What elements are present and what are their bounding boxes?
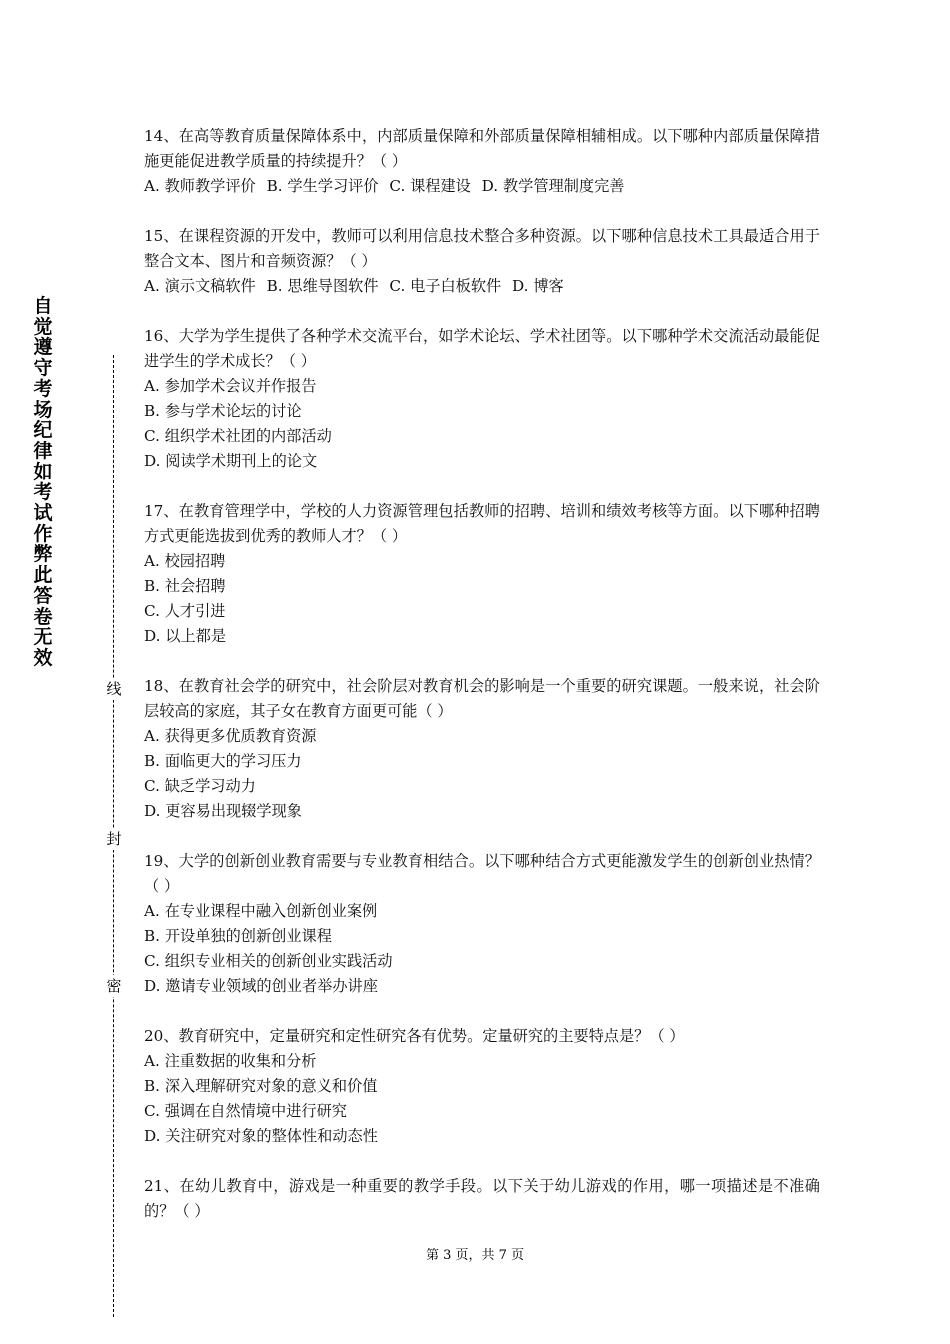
option-d: D. 阅读学术期刊上的论文: [144, 452, 318, 470]
warning-char: 考: [33, 481, 53, 504]
warning-char: 遵: [33, 336, 53, 359]
option-c: C. 电子白板软件: [389, 277, 502, 295]
warning-char: 觉: [33, 315, 53, 338]
option-a: A. 在专业课程中融入创新创业案例: [144, 902, 378, 920]
warning-char: 此: [33, 564, 53, 587]
question-16: [144, 324, 820, 474]
option-c: C. 强调在自然情境中进行研究: [144, 1102, 347, 1120]
exam-discipline-warning: [28, 296, 58, 669]
question-stem: 20、教育研究中，定量研究和定性研究各有优势。定量研究的主要特点是？（ ）: [144, 1027, 685, 1045]
option-c: C. 组织专业相关的创新创业实践活动: [144, 952, 393, 970]
warning-char: 考: [33, 377, 53, 400]
warning-char: 卷: [33, 605, 53, 628]
option-d: D. 博客: [512, 277, 564, 295]
question-18: [144, 674, 820, 824]
question-stem: 19、大学的创新创业教育需要与专业教育相结合。以下哪种结合方式更能激发学生的创新创业热情？（ ）: [144, 852, 820, 895]
warning-char: 答: [33, 584, 53, 607]
warning-char: 守: [33, 357, 53, 380]
question-17: [144, 499, 820, 649]
warning-char: 无: [33, 626, 53, 649]
question-21: [144, 1174, 820, 1224]
warning-char: 律: [33, 439, 53, 462]
option-a: A. 注重数据的收集和分析: [144, 1052, 317, 1070]
option-c: C. 课程建设: [389, 177, 471, 195]
question-stem: 16、大学为学生提供了各种学术交流平台，如学术论坛、学术社团等。以下哪种学术交流活动最能促进学生的学术成长？（ ）: [144, 327, 820, 370]
cut-label-feng: 封: [104, 828, 124, 850]
option-row: [144, 274, 820, 299]
warning-char: 自: [33, 295, 53, 317]
option-b: B. 深入理解研究对象的意义和价值: [144, 1077, 378, 1095]
option-row: [144, 174, 820, 199]
question-stem: 17、在教育管理学中，学校的人力资源管理包括教师的招聘、培训和绩效考核等方面。以下哪种招聘方式更能选拔到优秀的教师人才？（ ）: [144, 502, 820, 545]
question-19: [144, 849, 820, 999]
option-b: B. 面临更大的学习压力: [144, 752, 302, 770]
option-c: C. 人才引进: [144, 602, 226, 620]
question-stem: 14、在高等教育质量保障体系中，内部质量保障和外部质量保障相辅相成。以下哪种内部质量保障措施更能促进教学质量的持续提升？（ ）: [144, 127, 820, 170]
warning-char: 效: [33, 646, 53, 669]
question-14: [144, 124, 820, 199]
question-stem: 21、在幼儿教育中，游戏是一种重要的教学手段。以下关于幼儿游戏的作用，哪一项描述是不准确的？（ ）: [144, 1177, 820, 1220]
option-a: A. 校园招聘: [144, 552, 226, 570]
option-c: C. 组织学术社团的内部活动: [144, 427, 332, 445]
option-b: B. 学生学习评价: [266, 177, 379, 195]
option-b: B. 开设单独的创新创业课程: [144, 927, 332, 945]
cut-label-xian: 线: [104, 678, 124, 700]
option-d: D. 邀请专业领域的创业者举办讲座: [144, 977, 378, 995]
option-c: C. 缺乏学习动力: [144, 777, 256, 795]
option-b: B. 社会招聘: [144, 577, 226, 595]
option-a: A. 演示文稿软件: [144, 277, 256, 295]
option-a: A. 获得更多优质教育资源: [144, 727, 317, 745]
warning-char: 试: [33, 502, 53, 525]
question-stem: 18、在教育社会学的研究中，社会阶层对教育机会的影响是一个重要的研究课题。一般来说，社会阶层较高的家庭，其子女在教育方面更可能（ ）: [144, 677, 820, 720]
question-stem: 15、在课程资源的开发中，教师可以利用信息技术整合多种资源。以下哪种信息技术工具最适合用于整合文本、图片和音频资源？（ ）: [144, 227, 820, 270]
option-b: B. 思维导图软件: [266, 277, 379, 295]
option-d: D. 更容易出现辍学现象: [144, 802, 302, 820]
warning-char: 纪: [33, 419, 53, 442]
question-15: [144, 224, 820, 299]
page-number: 第 3 页，共 7 页: [425, 1248, 525, 1263]
warning-char: 场: [33, 398, 53, 421]
warning-char: 作: [33, 522, 53, 545]
cut-label-mi: 密: [104, 975, 124, 997]
question-20: [144, 1024, 820, 1149]
option-b: B. 参与学术论坛的讨论: [144, 402, 302, 420]
option-d: D. 教学管理制度完善: [481, 177, 625, 195]
question-list: [144, 124, 820, 1249]
warning-char: 如: [33, 460, 53, 483]
option-a: A. 参加学术会议并作报告: [144, 377, 317, 395]
option-a: A. 教师教学评价: [144, 177, 256, 195]
warning-char: 弊: [33, 543, 53, 566]
option-d: D. 以上都是: [144, 627, 227, 645]
option-d: D. 关注研究对象的整体性和动态性: [144, 1127, 378, 1145]
